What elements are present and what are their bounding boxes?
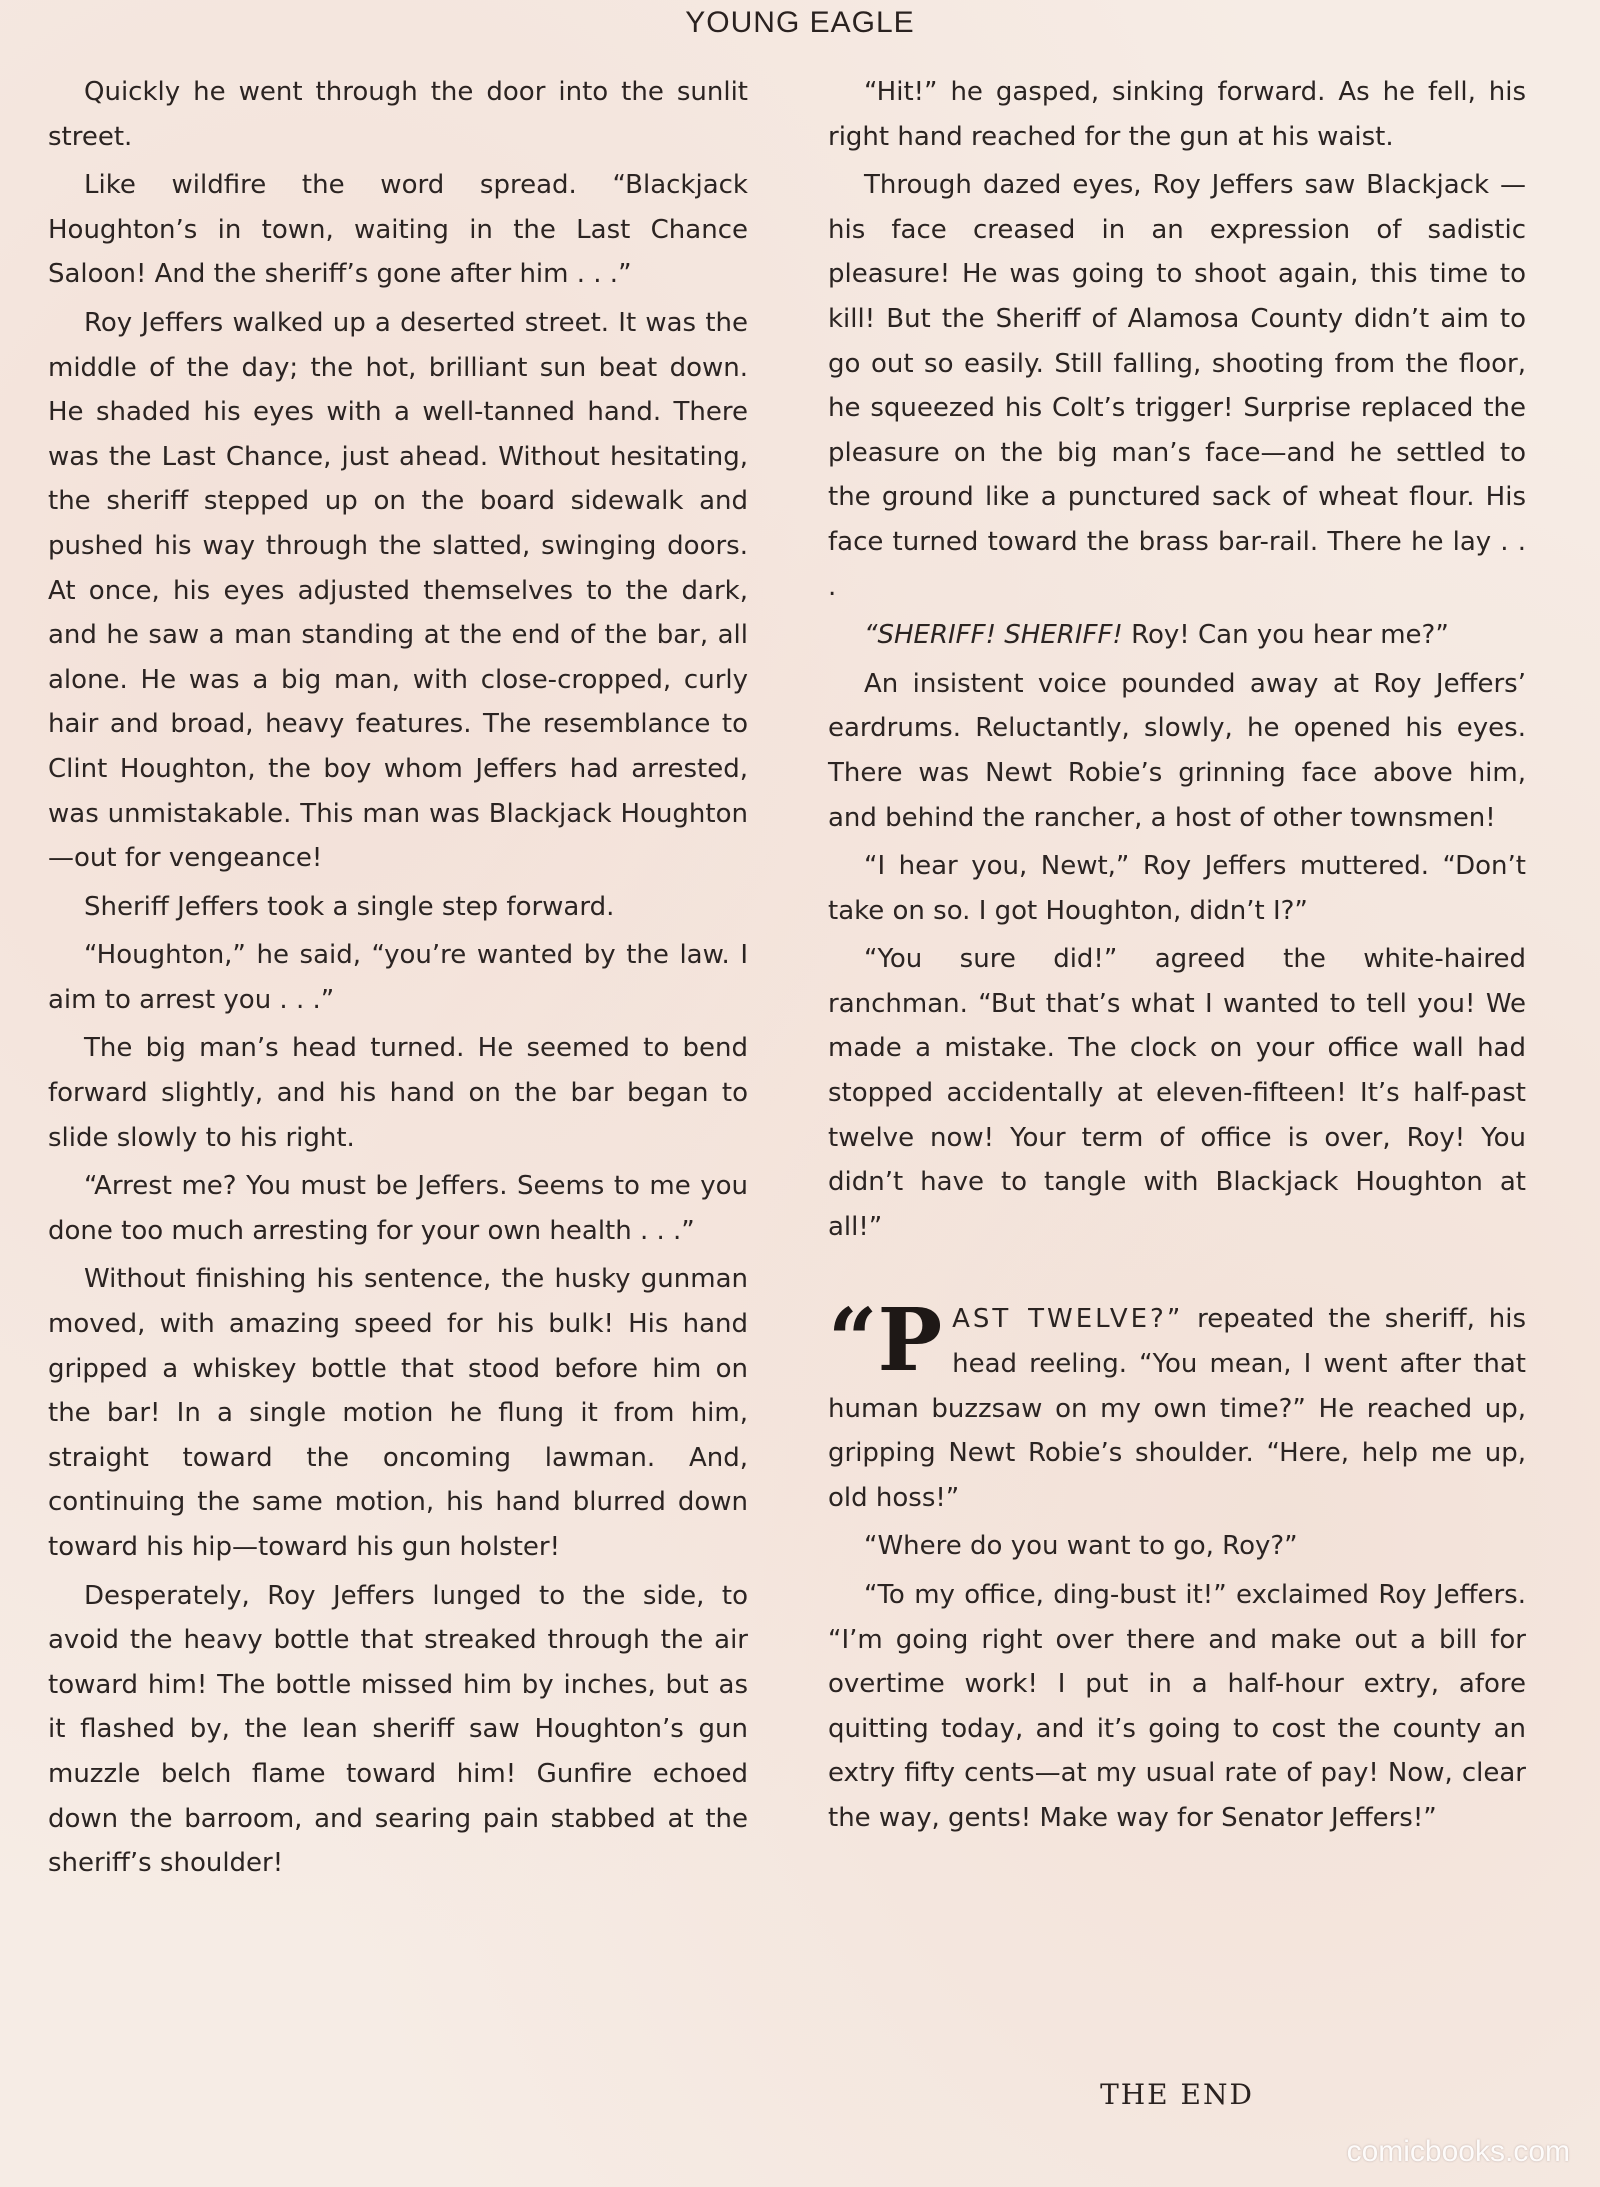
paragraph: Quickly he went through the door into the sunlit street.	[48, 77, 748, 152]
left-column	[48, 70, 748, 1890]
dropcap-rest: repeated the sheriff, his head reeling. “You mean, I went after that human buzzsaw on my own time?” He reached up, gripping Newt Robie’s shoulder. “Here, help me up, old hoss!”	[828, 1304, 1527, 1513]
watermark: comicbooks.com	[1346, 2135, 1570, 2168]
paragraph: Roy Jeffers walked up a deserted street. It was the middle of the day; the hot, brilliant sun beat down. He shaded his eyes with a well-tanned hand. There was the Last Chance, just ahead. Without hesitating, the sheriff stepped up on the board sidewalk and pushed his way through the slatted, swinging doors. At once, his eyes adjusted themselves to the dark, and he saw a man standing at the end of the bar, all alone. He was a big man, with close-cropped, curly hair and broad, heavy features. The resemblance to Clint Houghton, the boy whom Jeffers had arrested, was unmistakable. This man was Blackjack Houghton—out for vengeance!	[48, 307, 748, 874]
paragraph: Like wildfire the word spread. “Blackjack Houghton’s in town, waiting in the Last Chance Saloon! And the sheriff’s gone after him . . .”	[48, 170, 748, 290]
paragraph: The big man’s head turned. He seemed to bend forward slightly, and his hand on the bar began to slide slowly to his right.	[48, 1033, 748, 1153]
paragraph: “Where do you want to go, Roy?”	[864, 1531, 1298, 1562]
paragraph: Desperately, Roy Jeffers lunged to the side, to avoid the heavy bottle that streaked through the air toward him! The bottle missed him by inches, but as it flashed by, the lean sheriff saw Houghton’s gun muzzle belch flame toward him! Gunfire echoed down the barroom, and searing pain stabbed at the sheriff’s shoulder!	[48, 1580, 748, 1879]
paragraph: “Arrest me? You must be Jeffers. Seems to me you done too much arresting for your own health . . .”	[48, 1171, 748, 1246]
paragraph: Through dazed eyes, Roy Jeffers saw Blackjack — his face creased in an expression of sadistic pleasure! He was going to shoot again, this time to kill! But the Sheriff of Alamosa County didn’t aim to go out so easily. Still falling, shooting from the floor, he squeezed his Colt’s trigger! Surprise replaced the pleasure on the big man’s face—and he settled to the ground like a punctured sack of wheat flour. His face turned toward the brass bar-rail. There he lay . . .	[828, 170, 1526, 602]
shout-paragraph	[828, 613, 1526, 658]
paragraph: “To my office, ding-bust it!” exclaimed Roy Jeffers. “I’m going right over there and make out a bill for overtime work! I put in a half-hour extry, afore quitting today, and it’s going to cost the county an extry fifty cents—at my usual rate of pay! Now, clear the way, gents! Make way for Senator Jeffers!”	[828, 1580, 1526, 1833]
shout-emphasis: “SHERIFF! SHERIFF!	[864, 620, 1123, 651]
the-end-label: THE END	[1100, 2078, 1254, 2111]
paragraph: Without finishing his sentence, the husky gunman moved, with amazing speed for his bulk! His hand gripped a whiskey bottle that stood before him on the bar! In a single motion he flung it from him, straight toward the oncoming lawman. And, continuing the same motion, his hand blurred down toward his hip—toward his gun holster!	[48, 1264, 748, 1562]
shout-rest: Roy! Can you hear me?”	[1122, 620, 1449, 651]
running-header: YOUNG EAGLE	[685, 6, 915, 39]
dropcap-paragraph	[828, 1290, 1527, 1520]
paragraph: “Houghton,” he said, “you’re wanted by the law. I aim to arrest you . . .”	[48, 940, 748, 1015]
paragraph: An insistent voice pounded away at Roy Jeffers’ eardrums. Reluctantly, slowly, he opened his eyes. There was Newt Robie’s grinning face above him, and behind the rancher, a host of other townsmen!	[828, 668, 1526, 833]
paragraph: “You sure did!” agreed the white-haired ranchman. “But that’s what I wanted to tell you! We made a mistake. The clock on your office wall had stopped accidentally at eleven-fifteen! It’s half-past twelve now! Your term of office is over, Roy! You didn’t have to tangle with Blackjack Houghton at all!”	[828, 944, 1526, 1242]
paragraph: “I hear you, Newt,” Roy Jeffers muttered. “Don’t take on so. I got Houghton, didn’t I?”	[828, 851, 1526, 926]
drop-cap: “P	[828, 1290, 943, 1392]
paragraph: “Hit!” he gasped, sinking forward. As he fell, his right hand reached for the gun at his waist.	[828, 77, 1526, 152]
paragraph: Sheriff Jeffers took a single step forward.	[84, 891, 615, 922]
right-column	[828, 70, 1526, 1845]
lead-caps: AST TWELVE?”	[952, 1304, 1184, 1335]
